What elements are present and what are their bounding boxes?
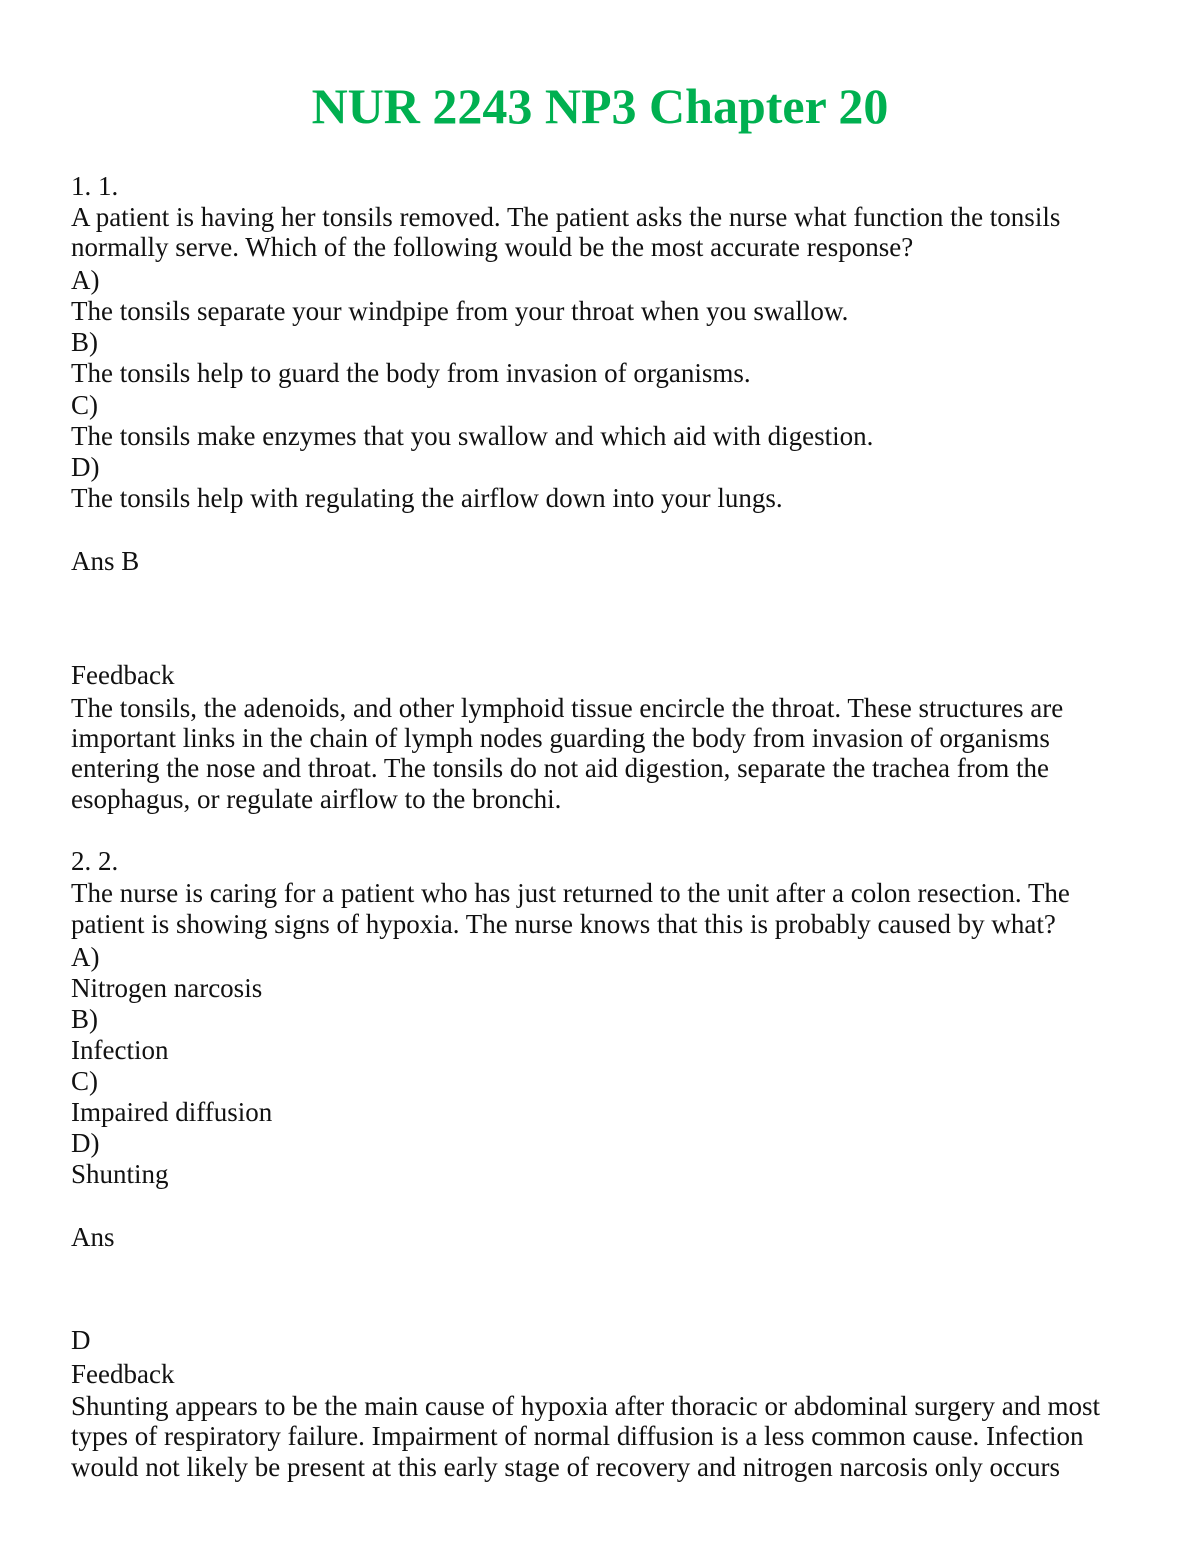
question-text-line: The nurse is caring for a patient who has just returned to the unit after a colon resection. The xyxy=(71,878,1070,908)
feedback-line: Shunting appears to be the main cause of hypoxia after thoracic or abdominal surgery and most xyxy=(71,1391,1100,1421)
option-text: The tonsils help to guard the body from invasion of organisms. xyxy=(71,358,751,388)
option-label: C) xyxy=(71,390,98,420)
option-label: D) xyxy=(71,1128,100,1158)
option-label: A) xyxy=(71,265,100,295)
option-label: D) xyxy=(71,452,100,482)
feedback-line: would not likely be present at this early stage of recovery and nitrogen narcosis only occurs xyxy=(71,1452,1060,1482)
question-text-line: patient is showing signs of hypoxia. The nurse knows that this is probably caused by what? xyxy=(71,909,1056,939)
option-text: Impaired diffusion xyxy=(71,1097,273,1127)
feedback-heading: Feedback xyxy=(71,660,175,690)
feedback-line: The tonsils, the adenoids, and other lymphoid tissue encircle the throat. These structures are xyxy=(71,693,1064,723)
option-text: The tonsils separate your windpipe from your throat when you swallow. xyxy=(71,296,849,326)
question-number: 2. 2. xyxy=(71,846,119,876)
feedback-line: important links in the chain of lymph nodes guarding the body from invasion of organisms xyxy=(71,723,1050,753)
answer-letter: D xyxy=(71,1325,91,1355)
option-text: Infection xyxy=(71,1035,169,1065)
option-text: The tonsils make enzymes that you swallow and which aid with digestion. xyxy=(71,421,874,451)
answer-prefix: Ans xyxy=(71,1222,115,1252)
question-number: 1. 1. xyxy=(71,171,119,201)
answer-text: Ans B xyxy=(71,546,140,576)
option-label: B) xyxy=(71,327,98,357)
option-text: The tonsils help with regulating the airflow down into your lungs. xyxy=(71,483,783,513)
feedback-line: entering the nose and throat. The tonsils do not aid digestion, separate the trachea from the xyxy=(71,753,1049,783)
question-text-line: A patient is having her tonsils removed. The patient asks the nurse what function the tonsils xyxy=(71,202,1061,232)
feedback-line: esophagus, or regulate airflow to the bronchi. xyxy=(71,784,562,814)
option-label: A) xyxy=(71,942,100,972)
feedback-line: types of respiratory failure. Impairment of normal diffusion is a less common cause. Infection xyxy=(71,1421,1084,1451)
option-label: C) xyxy=(71,1066,98,1096)
option-text: Shunting xyxy=(71,1159,169,1189)
feedback-heading: Feedback xyxy=(71,1359,175,1389)
option-text: Nitrogen narcosis xyxy=(71,973,263,1003)
question-text-line: normally serve. Which of the following would be the most accurate response? xyxy=(71,232,914,262)
option-label: B) xyxy=(71,1004,98,1034)
document-title: NUR 2243 NP3 Chapter 20 xyxy=(311,78,889,134)
